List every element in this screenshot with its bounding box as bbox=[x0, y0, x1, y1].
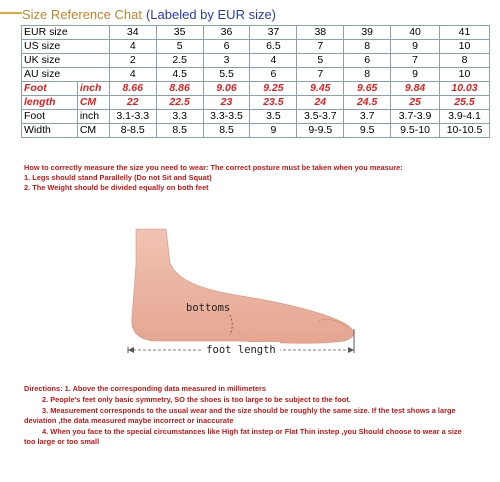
table-cell: 8 bbox=[344, 68, 391, 82]
title-sub: (Labeled by EUR size) bbox=[145, 6, 277, 22]
table-cell: 3.3-3.5 bbox=[203, 110, 250, 124]
table-cell: 6.5 bbox=[250, 40, 297, 54]
table-cell: 8.5 bbox=[203, 124, 250, 138]
table-cell: 8 bbox=[440, 54, 490, 68]
table-cell: 24.5 bbox=[344, 96, 391, 110]
table-cell: 4 bbox=[109, 68, 156, 82]
row-label: Width bbox=[22, 124, 78, 138]
arrow-right bbox=[348, 347, 354, 353]
table-cell: 9.06 bbox=[203, 82, 250, 96]
table-cell: 9.5-10 bbox=[391, 124, 440, 138]
table-cell: 23.5 bbox=[250, 96, 297, 110]
table-cell: 7 bbox=[297, 40, 344, 54]
length-label: foot length bbox=[206, 344, 276, 356]
table-cell: 3.5 bbox=[250, 110, 297, 124]
row-label: US size bbox=[22, 40, 110, 54]
table-cell: 22 bbox=[109, 96, 156, 110]
table-cell: 3.1-3.3 bbox=[109, 110, 156, 124]
table-cell: 9 bbox=[391, 68, 440, 82]
arrow-left bbox=[128, 347, 134, 353]
table-cell: 9.65 bbox=[344, 82, 391, 96]
chart-title bbox=[22, 5, 490, 24]
direction-line: 3. Measurement corresponds to the usual wear and the size should be roughly the same size. If the test shows a large deviation ,the data measured maybe incorrect or inaccurate bbox=[24, 406, 456, 425]
direction-line: 2. People's feet only basic symmetry, SO the shoes is too large to be subject to the foot. bbox=[42, 395, 351, 404]
table-cell: 5 bbox=[156, 40, 203, 54]
table-row bbox=[22, 110, 490, 124]
instruction-line: 1. Legs should stand Parallelly (Do not Sit and Squat) bbox=[24, 173, 212, 182]
table-cell: 2.5 bbox=[156, 54, 203, 68]
table-cell: 6 bbox=[203, 40, 250, 54]
table-row bbox=[22, 82, 490, 96]
direction-line: Directions: 1. Above the corresponding data measured in millimeters bbox=[24, 384, 267, 393]
directions-block bbox=[24, 384, 472, 448]
table-cell: 9.5 bbox=[344, 124, 391, 138]
table-cell: 4 bbox=[250, 54, 297, 68]
row-unit: inch bbox=[77, 82, 109, 96]
instruction-line: 2. The Weight should be divided equally on both feet bbox=[24, 183, 209, 192]
row-label: AU size bbox=[22, 68, 110, 82]
table-cell: 2 bbox=[109, 54, 156, 68]
table-cell: 41 bbox=[440, 26, 490, 40]
table-cell: 24 bbox=[297, 96, 344, 110]
table-cell: 10 bbox=[440, 68, 490, 82]
table-cell: 8.66 bbox=[109, 82, 156, 96]
table-cell: 9-9.5 bbox=[297, 124, 344, 138]
row-unit: CM bbox=[77, 96, 109, 110]
table-cell: 10-10.5 bbox=[440, 124, 490, 138]
table-cell: 3.7-3.9 bbox=[391, 110, 440, 124]
table-cell: 25.5 bbox=[440, 96, 490, 110]
table-cell: 3.5-3.7 bbox=[297, 110, 344, 124]
table-cell: 9.84 bbox=[391, 82, 440, 96]
table-cell: 8 bbox=[344, 40, 391, 54]
table-cell: 25 bbox=[391, 96, 440, 110]
table-cell: 10.03 bbox=[440, 82, 490, 96]
table-cell: 35 bbox=[156, 26, 203, 40]
title-main: Size Reference Chat bbox=[22, 6, 142, 22]
measure-instructions bbox=[24, 163, 469, 193]
table-cell: 8.5 bbox=[156, 124, 203, 138]
table-row bbox=[22, 54, 490, 68]
table-cell: 9.25 bbox=[250, 82, 297, 96]
table-cell: 38 bbox=[297, 26, 344, 40]
table-cell: 9 bbox=[391, 40, 440, 54]
row-label: length bbox=[22, 96, 78, 110]
row-label: Foot bbox=[22, 82, 78, 96]
size-table bbox=[21, 25, 490, 138]
table-cell: 23 bbox=[203, 96, 250, 110]
table-cell: 40 bbox=[391, 26, 440, 40]
foot-shape bbox=[132, 229, 354, 343]
table-row bbox=[22, 40, 490, 54]
table-cell: 39 bbox=[344, 26, 391, 40]
table-cell: 4.5 bbox=[156, 68, 203, 82]
row-label: UK size bbox=[22, 54, 110, 68]
table-row bbox=[22, 68, 490, 82]
table-cell: 4 bbox=[109, 40, 156, 54]
table-cell: 5.5 bbox=[203, 68, 250, 82]
table-cell: 22.5 bbox=[156, 96, 203, 110]
row-label: Foot bbox=[22, 110, 78, 124]
table-row bbox=[22, 124, 490, 138]
table-cell: 34 bbox=[109, 26, 156, 40]
table-cell: 7 bbox=[297, 68, 344, 82]
table-cell: 3.9-4.1 bbox=[440, 110, 490, 124]
table-cell: 3.3 bbox=[156, 110, 203, 124]
table-cell: 6 bbox=[344, 54, 391, 68]
table-cell: 9.45 bbox=[297, 82, 344, 96]
table-cell: 3.7 bbox=[344, 110, 391, 124]
table-row bbox=[22, 96, 490, 110]
row-unit: inch bbox=[77, 110, 109, 124]
direction-line: 4. When you face to the special circumstances like High fat instep or Flat Thin instep ,you Should choose to wear a size too large or too small bbox=[24, 427, 462, 446]
table-cell: 8-8.5 bbox=[109, 124, 156, 138]
table-cell: 10 bbox=[440, 40, 490, 54]
table-cell: 36 bbox=[203, 26, 250, 40]
table-row bbox=[22, 26, 490, 40]
row-label: EUR size bbox=[22, 26, 110, 40]
bottoms-label: bottoms bbox=[186, 302, 231, 314]
table-cell: 7 bbox=[391, 54, 440, 68]
row-unit: CM bbox=[77, 124, 109, 138]
table-cell: 3 bbox=[203, 54, 250, 68]
table-cell: 5 bbox=[297, 54, 344, 68]
instruction-line: How to correctly measure the size you need to wear: The correct posture must be taken when you measure: bbox=[24, 163, 403, 172]
foot-illustration bbox=[118, 225, 366, 375]
table-cell: 37 bbox=[250, 26, 297, 40]
table-cell: 9 bbox=[250, 124, 297, 138]
table-cell: 8.86 bbox=[156, 82, 203, 96]
corner-accent bbox=[0, 0, 22, 14]
table-cell: 6 bbox=[250, 68, 297, 82]
